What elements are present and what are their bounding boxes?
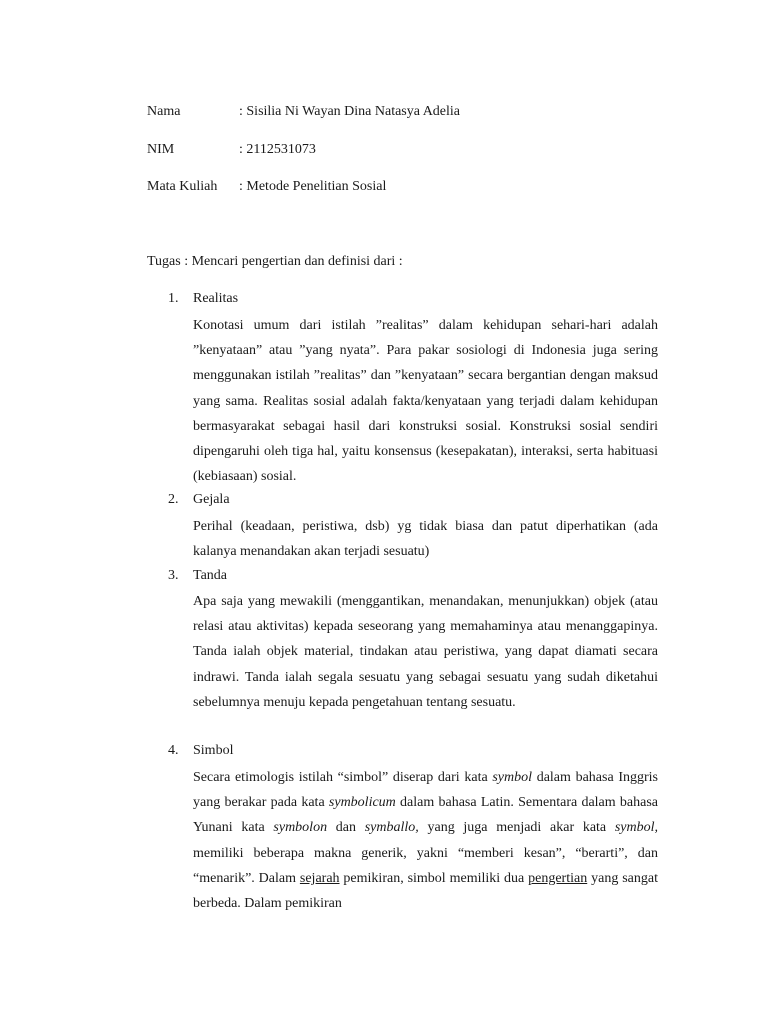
- header-matkul-row: [147, 177, 386, 197]
- nama-label: Nama: [147, 104, 181, 119]
- italic-term: symballo,: [364, 820, 419, 836]
- header-nama-row: [147, 102, 460, 122]
- list-item-heading: [168, 741, 233, 761]
- header-nim-row: [147, 140, 316, 160]
- list-item-heading: [168, 289, 238, 309]
- nama-value: : Sisilia Ni Wayan Dina Natasya Adelia: [239, 104, 461, 119]
- italic-term: symbolon: [273, 820, 328, 836]
- item-title: Realitas: [193, 291, 239, 306]
- item-title: Simbol: [193, 743, 234, 758]
- item-number: 1.: [168, 291, 179, 306]
- item-body: Apa saja yang mewakili (menggantikan, menandakan, menunjukkan) objek (atau relasi atau aktivitas) kepada seseorang yang memahaminya atau menanggapinya. Tanda ialah objek material, tindakan atau peristiwa, yang dapat diamati secara indrawi. Tanda ialah segala sesuatu yang sebagai sesuatu yang sudah diketahui sebelumnya menuju kepada pengetahuan tentang sesuatu.: [193, 594, 658, 710]
- matkul-label: Mata Kuliah: [147, 179, 218, 194]
- nim-label: NIM: [147, 142, 175, 157]
- italic-term: symbol,: [614, 820, 659, 836]
- list-item-heading: [168, 566, 227, 586]
- nim-value: : 2112531073: [239, 142, 316, 157]
- task-line: Tugas : Mencari pengertian dan definisi dari :: [147, 254, 403, 269]
- item-body: Secara etimologis istilah “simbol” diserap dari kata symbol dalam bahasa Inggris yang berakar pada kata symbolicum dalam bahasa Latin. Sementara dalam bahasa Yunani kata symbolon dan symballo, yang juga menjadi akar kata symbol, memiliki beberapa makna generik, yakni “memberi kesan”, “berarti”, dan “menarik”. Dalam sejarah pemikiran, simbol memiliki dua pengertian yang sangat berbeda. Dalam pemikiran: [193, 770, 659, 912]
- item-number: 2.: [168, 492, 179, 507]
- item-number: 3.: [168, 568, 179, 583]
- list-item-heading: [168, 490, 230, 510]
- italic-term: symbol: [492, 770, 533, 785]
- item-title: Gejala: [193, 492, 230, 507]
- matkul-value: : Metode Penelitian Sosial: [239, 179, 387, 194]
- link-pengertian[interactable]: pengertian: [528, 870, 588, 886]
- item-number: 4.: [168, 743, 179, 758]
- italic-term: symbolicum: [328, 795, 396, 811]
- link-sejarah[interactable]: sejarah: [299, 870, 340, 886]
- item-body: Perihal (keadaan, peristiwa, dsb) yg tidak biasa dan patut diperhatikan (ada kalanya menandakan akan terjadi sesuatu): [193, 519, 658, 560]
- item-title: Tanda: [193, 568, 228, 583]
- item-body: Konotasi umum dari istilah ”realitas” dalam kehidupan sehari-hari adalah ”kenyataan” atau ”yang nyata”. Para pakar sosiologi di Indonesia juga sering menggunakan istilah ”realitas” dan ”kenyataan” secara bergantian dengan maksud yang sama. Realitas sosial adalah fakta/kenyataan yang terjadi dalam kehidupan bermasyarakat sebagai hasil dari konstruksi sosial. Konstruksi sosial sendiri dipengaruhi oleh tiga hal, yaitu konsensus (kesepakatan), interaksi, serta habituasi (kebiasaan) sosial.: [193, 318, 658, 485]
